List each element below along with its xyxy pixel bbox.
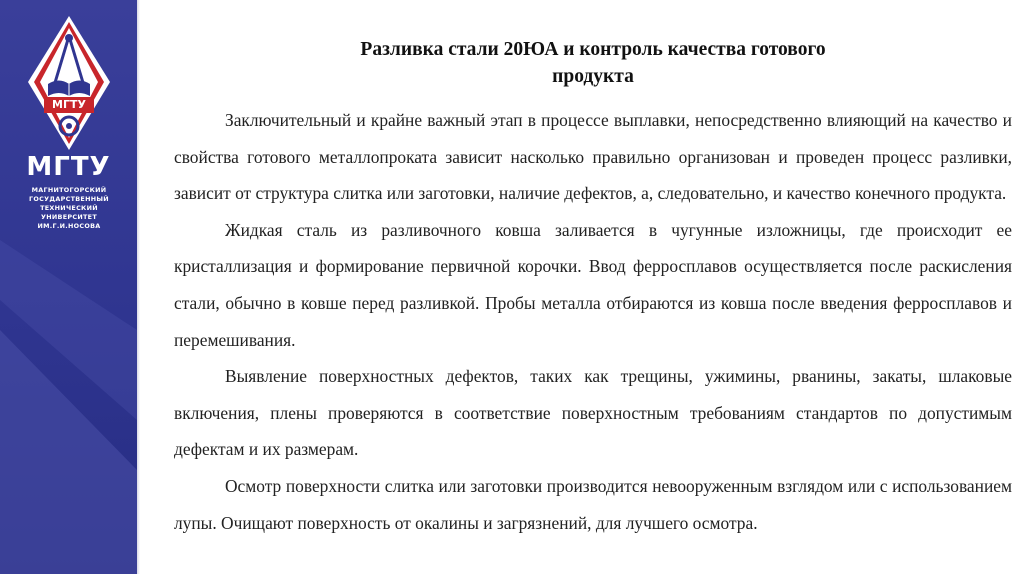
slide-content xyxy=(174,0,1012,541)
paragraph: Выявление поверхностных дефектов, таких как трещины, ужимины, рванины, закаты, шлаковые включения, плены проверяются в соответствие поверхностным требованиям стандартов по допустимым дефектам и их размерам. xyxy=(174,366,1012,460)
page-title xyxy=(174,36,1012,90)
paragraph: Осмотр поверхности слитка или заготовки производится невооруженным взглядом или с использованием лупы. Очищают поверхность от окалины и загрязнений, для лучшего осмотра. xyxy=(174,475,1012,533)
logo-subtitle-line: ТЕХНИЧЕСКИЙ xyxy=(40,204,98,212)
logo-subtitle xyxy=(14,186,124,231)
paragraph: Заключительный и крайне важный этап в процессе выплавки, непосредственно влияющий на качество и свойства готового металлопроката зависит насколько правильно организован и проведен процесс разливки, зависит от структура слитка или заготовки, наличие дефектов, а, следовательно, и качество конечного продукта. xyxy=(174,110,1012,204)
sidebar xyxy=(0,0,137,574)
logo-subtitle-line: ИМ.Г.И.НОСОВА xyxy=(37,222,101,230)
logo-subtitle-line: МАГНИТОГОРСКИЙ xyxy=(31,186,107,194)
paragraph: Жидкая сталь из разливочного ковша заливается в чугунные изложницы, где происходит ее кристаллизация и формирование первичной корочки. Ввод ферросплавов осуществляется после раскисления стали, обычно в ковше перед разливкой. Пробы металла отбираются из ковша после введения ферросплавов и перемешивания. xyxy=(174,219,1012,350)
page-title-line-1: Разливка стали 20ЮА и контроль качества готового xyxy=(360,39,826,60)
logo-title: МГТУ xyxy=(26,152,111,182)
university-emblem-icon xyxy=(26,14,112,152)
logo-subtitle-line: ГОСУДАРСТВЕННЫЙ xyxy=(29,195,109,203)
divider xyxy=(137,0,140,574)
logo-subtitle-line: УНИВЕРСИТЕТ xyxy=(41,213,97,221)
emblem-label: МГТУ xyxy=(52,98,86,111)
page-title-line-2: продукта xyxy=(552,66,634,87)
